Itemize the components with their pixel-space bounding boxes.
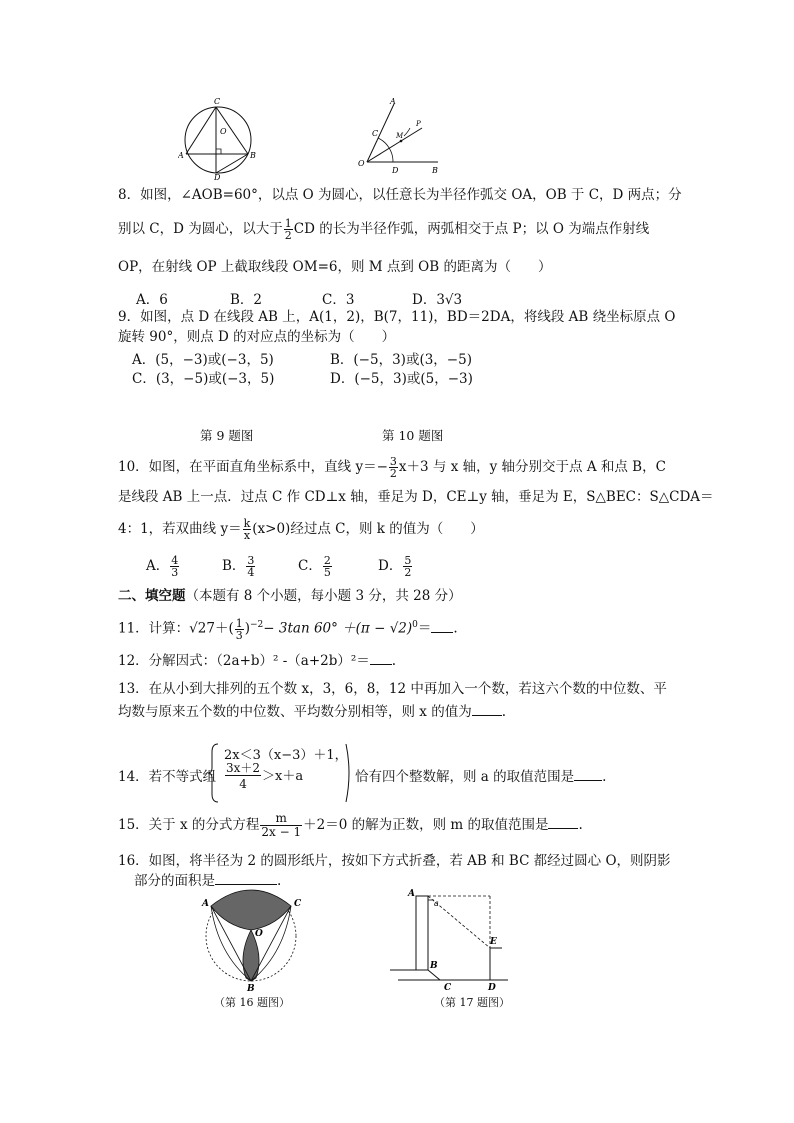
q12-answer-blank[interactable] — [370, 652, 392, 665]
q9-option-d[interactable]: D．(−5，3)或(5，−3) — [330, 371, 473, 387]
q16-answer-blank[interactable] — [215, 872, 277, 885]
label-d: D — [214, 173, 221, 180]
q10-line-1b: x＋3 与 x 轴，y 轴分别交于点 A 和点 B，C — [398, 459, 666, 475]
q10-option-a[interactable]: A． $\frac{4}{3}$ — [146, 554, 179, 579]
label-a: A — [178, 151, 184, 160]
q9-option-c[interactable]: C．(3，−5)或(−3，5) — [132, 371, 275, 387]
q8-line-2b: CD 的长为半径作弧，两弧相交于点 P；以 O 为端点作射线 — [293, 221, 650, 237]
q10-line-2: 是线段 AB 上一点．过点 C 作 CD⊥x 轴，垂足为 D，CE⊥y 轴，垂足为 E，S△BEC：S△CDA＝ — [118, 489, 714, 505]
label-b: B — [430, 961, 438, 971]
q14-brace — [208, 742, 220, 804]
q10-slope-fraction: $\frac{3}{2}$ — [389, 455, 397, 480]
q10-line-3b: (x>0)经过点 C，则 k 的值为（ ） — [252, 521, 484, 537]
label-b: B — [432, 166, 438, 175]
q14-right-paren — [344, 742, 354, 804]
q8-fraction: $\frac{1}{2}$ — [284, 217, 292, 242]
q15-answer-blank[interactable] — [548, 816, 578, 829]
label-c: C — [372, 129, 379, 138]
q10-option-c[interactable]: C． $\frac{2}{5}$ — [298, 554, 331, 579]
q10-option-d[interactable]: D． $\frac{5}{2}$ — [378, 554, 412, 579]
section-2-desc: （本题有 8 个小题，每小题 3 分，共 28 分） — [185, 588, 462, 604]
label-o: O — [255, 929, 263, 939]
label-p: P — [416, 120, 421, 128]
q10-line-1 — [118, 456, 666, 479]
q10-option-b[interactable]: B． $\frac{3}{4}$ — [222, 554, 255, 579]
label-m: M — [396, 132, 404, 140]
q10-line-3 — [118, 518, 484, 541]
fig10-caption: 第 10 题图 — [382, 428, 444, 443]
q11: 11．计算：√27＋( $\frac{1}{3}$ )$^{-2}$− 3tan $60^\circ +(\pi - √2)^0=$ . — [118, 616, 458, 642]
section-2-title: 二、填空题 — [118, 588, 186, 604]
q14-prefix: 14．若不等式组 — [118, 769, 217, 785]
q11-answer-blank[interactable] — [431, 620, 453, 633]
q8-option-b[interactable]: B．2 — [230, 292, 263, 308]
label-c: C — [444, 983, 452, 992]
fig9-caption: 第 9 题图 — [200, 428, 254, 443]
q8-line-1: 8．如图，∠AOB=60°，以点 O 为圆心，以任意长为半径作弧交 OA，OB 于 C，D 两点；分 — [118, 187, 682, 203]
figure-16 — [196, 888, 306, 992]
q13-answer-blank[interactable] — [472, 703, 502, 716]
q10-line-1a: 10．如图，在平面直角坐标系中，直线 y＝− — [118, 459, 388, 475]
fig16-caption: （第 16 题图） — [214, 996, 290, 1009]
label-b: B — [247, 984, 255, 992]
label-e: E — [490, 937, 497, 947]
label-a: A — [390, 97, 396, 106]
q16-line-2: 部分的面积是 . — [134, 873, 282, 889]
q9-line-1: 9．如图，点 D 在线段 AB 上，A(1，2)，B(7，11)，BD＝2DA，将线段 AB 绕坐标原点 O — [118, 309, 676, 325]
q8-option-c[interactable]: C．3 — [322, 292, 355, 308]
q8-line-2a: 别以 C，D 为圆心，以大于 — [118, 221, 283, 237]
label-o: O — [220, 127, 227, 136]
fig17-caption: （第 17 题图） — [434, 996, 510, 1009]
q8-option-a[interactable]: A．6 — [136, 292, 168, 308]
q13-line-2: 均数与原来五个数的中位数、平均数分别相等，则 x 的值为 . — [118, 704, 506, 720]
q14-suffix: 恰有四个整数解，则 a 的取值范围是 . — [355, 769, 607, 785]
q15: 15．关于 x 的分式方程 $\frac{m}{2x - 1}$ ＋2＝0 的解为正数，则 m 的取值范围是 . — [118, 811, 583, 839]
q8-option-d[interactable]: D．3√3 — [412, 292, 463, 308]
angle-figure — [352, 96, 444, 176]
q9-line-2: 旋转 90°，则点 D 的对应点的坐标为（ ） — [118, 329, 396, 345]
label-d: D — [392, 166, 399, 175]
q10-k-fraction: $\frac{k}{x}$ — [243, 517, 251, 542]
q10-line-3a: 4：1，若双曲线 y＝ — [118, 521, 242, 537]
label-c: C — [214, 97, 221, 106]
label-c: C — [294, 899, 302, 909]
section-2-header — [118, 587, 462, 605]
q8-line-3: OP，在射线 OP 上截取线段 OM=6，则 M 点到 OB 的距离为（ ） — [118, 259, 552, 275]
q16-line-1: 16．如图，将半径为 2 的圆形纸片，按如下方式折叠，若 AB 和 BC 都经过圆心 O，则阴影 — [118, 853, 671, 869]
q14-row-2: $\frac{3x+2}{4}$ ＞x＋a — [226, 761, 304, 791]
label-a: A — [408, 889, 415, 899]
q9-option-b[interactable]: B．(−5，3)或(3，−5) — [330, 352, 472, 368]
q12: 12．分解因式：（2a+b）² -（a+2b）²＝ . — [118, 653, 397, 669]
q9-option-a[interactable]: A．(5，−3)或(−3，5) — [132, 352, 274, 368]
label-d: D — [488, 983, 496, 992]
q14-row-1: 2x＜3（x−3）＋1， — [224, 748, 348, 763]
label-a: A — [202, 899, 209, 909]
q13-line-1: 13．在从小到大排列的五个数 x，3，6，8，12 中再加入一个数，若这六个数的中位数、平 — [118, 681, 667, 697]
q14-answer-blank[interactable] — [574, 768, 602, 781]
label-b: B — [250, 151, 256, 160]
label-o: O — [358, 159, 365, 168]
figure-17 — [390, 886, 516, 992]
q8-line-2 — [118, 218, 649, 241]
circle-figure — [178, 96, 260, 180]
label-alpha: a — [434, 899, 439, 908]
